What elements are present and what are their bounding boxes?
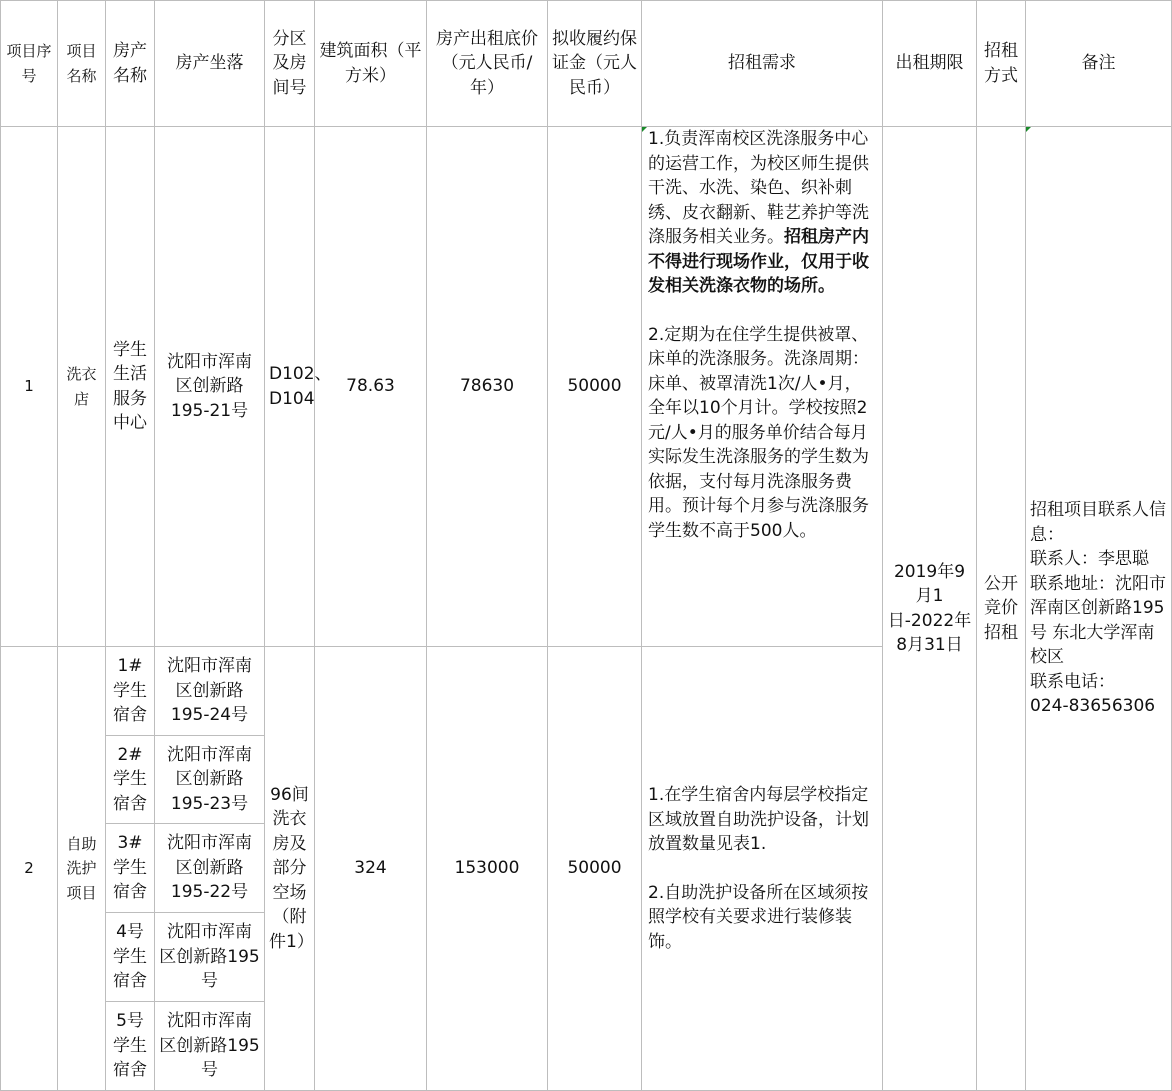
row1-room: D102、D104: [265, 127, 315, 647]
row2-requirements: [642, 647, 883, 1091]
row1-property: 学生生活服务中心: [106, 127, 155, 647]
header-seq: 项目序号: [1, 1, 58, 127]
row2-name: 自助洗护项目: [58, 647, 106, 1091]
row1-area: 78.63: [315, 127, 427, 647]
row1-location: 沈阳市浑南区创新路195-21号: [155, 127, 265, 647]
header-location: 房产坐落: [155, 1, 265, 127]
row1-requirements: [642, 127, 883, 647]
row1-req1: [648, 127, 876, 299]
row1-seq: 1: [1, 127, 58, 647]
table-row: [1, 127, 1172, 647]
header-requirements: 招租需求: [642, 1, 883, 127]
remarks: [1026, 127, 1172, 1091]
header-price: 房产出租底价（元人民币/年）: [427, 1, 548, 127]
rental-period: 2019年9月1日-2022年8月31日: [883, 127, 977, 1091]
row1-req1-bold: 招租房产内不得进行现场作业，仅用于收发相关洗涤衣物的场所。: [648, 227, 869, 296]
rental-method: 公开竞价招租: [977, 127, 1026, 1091]
row1-req1-text: 1.负责浑南校区洗涤服务中心的运营工作，为校区师生提供干洗、水洗、染色、织补刺绣、皮衣翻新、鞋艺养护等洗涤服务相关业务。: [648, 129, 869, 247]
row2-room: 96间洗衣房及部分空场（附件1）: [265, 647, 315, 1091]
remarks-address: 联系地址：沈阳市浑南区创新路195号 东北大学浑南校区: [1030, 573, 1166, 668]
row2-location-4: 沈阳市浑南区创新路195号: [155, 913, 265, 1002]
header-remarks: 备注: [1026, 1, 1172, 127]
row2-location-3: 沈阳市浑南区创新路195-22号: [155, 824, 265, 913]
row2-property-2: 2#学生宿舍: [106, 736, 155, 824]
row2-location-2: 沈阳市浑南区创新路195-23号: [155, 736, 265, 824]
header-property: 房产名称: [106, 1, 155, 127]
row2-deposit: 50000: [548, 647, 642, 1091]
header-room: 分区及房间号: [265, 1, 315, 127]
header-row: [1, 1, 1172, 127]
row1-req2: 2.定期为在住学生提供被罩、床单的洗涤服务。洗涤周期：床单、被罩清洗1次/人•月，全年以10个月计。学校按照2元/人•月的服务单价结合每月实际发生洗涤服务的学生数为依据，支付每月洗涤服务费用。预计每个月参与洗涤服务学生数不高于500人。: [648, 324, 869, 541]
header-period: 出租期限: [883, 1, 977, 127]
row1-deposit: 50000: [548, 127, 642, 647]
header-area: 建筑面积（平方米）: [315, 1, 427, 127]
header-method: 招租方式: [977, 1, 1026, 127]
remarks-phone-label: 联系电话：: [1030, 671, 1115, 692]
row2-req2: 2.自助洗护设备所在区域须按照学校有关要求进行装修装饰。: [648, 882, 869, 952]
row2-property-4: 4号学生宿舍: [106, 913, 155, 1002]
row1-price: 78630: [427, 127, 548, 647]
row2-seq: 2: [1, 647, 58, 1091]
row2-property-5: 5号学生宿舍: [106, 1002, 155, 1091]
remarks-title: 招租项目联系人信息：: [1030, 500, 1166, 545]
remarks-phone: 024-83656306: [1030, 696, 1156, 717]
row2-property-3: 3#学生宿舍: [106, 824, 155, 913]
row2-location-1: 沈阳市浑南区创新路195-24号: [155, 647, 265, 736]
header-deposit: 拟收履约保证金（元人民币）: [548, 1, 642, 127]
row2-area: 324: [315, 647, 427, 1091]
row2-location-5: 沈阳市浑南区创新路195号: [155, 1002, 265, 1091]
row1-name: 洗衣店: [58, 127, 106, 647]
row2-property-1: 1#学生宿舍: [106, 647, 155, 736]
remarks-contact: 联系人：李思聪: [1030, 549, 1149, 570]
row2-req1: 1.在学生宿舍内每层学校指定区域放置自助洗护设备，计划放置数量见表1.: [648, 785, 869, 854]
row2-price: 153000: [427, 647, 548, 1091]
header-name: 项目名称: [58, 1, 106, 127]
